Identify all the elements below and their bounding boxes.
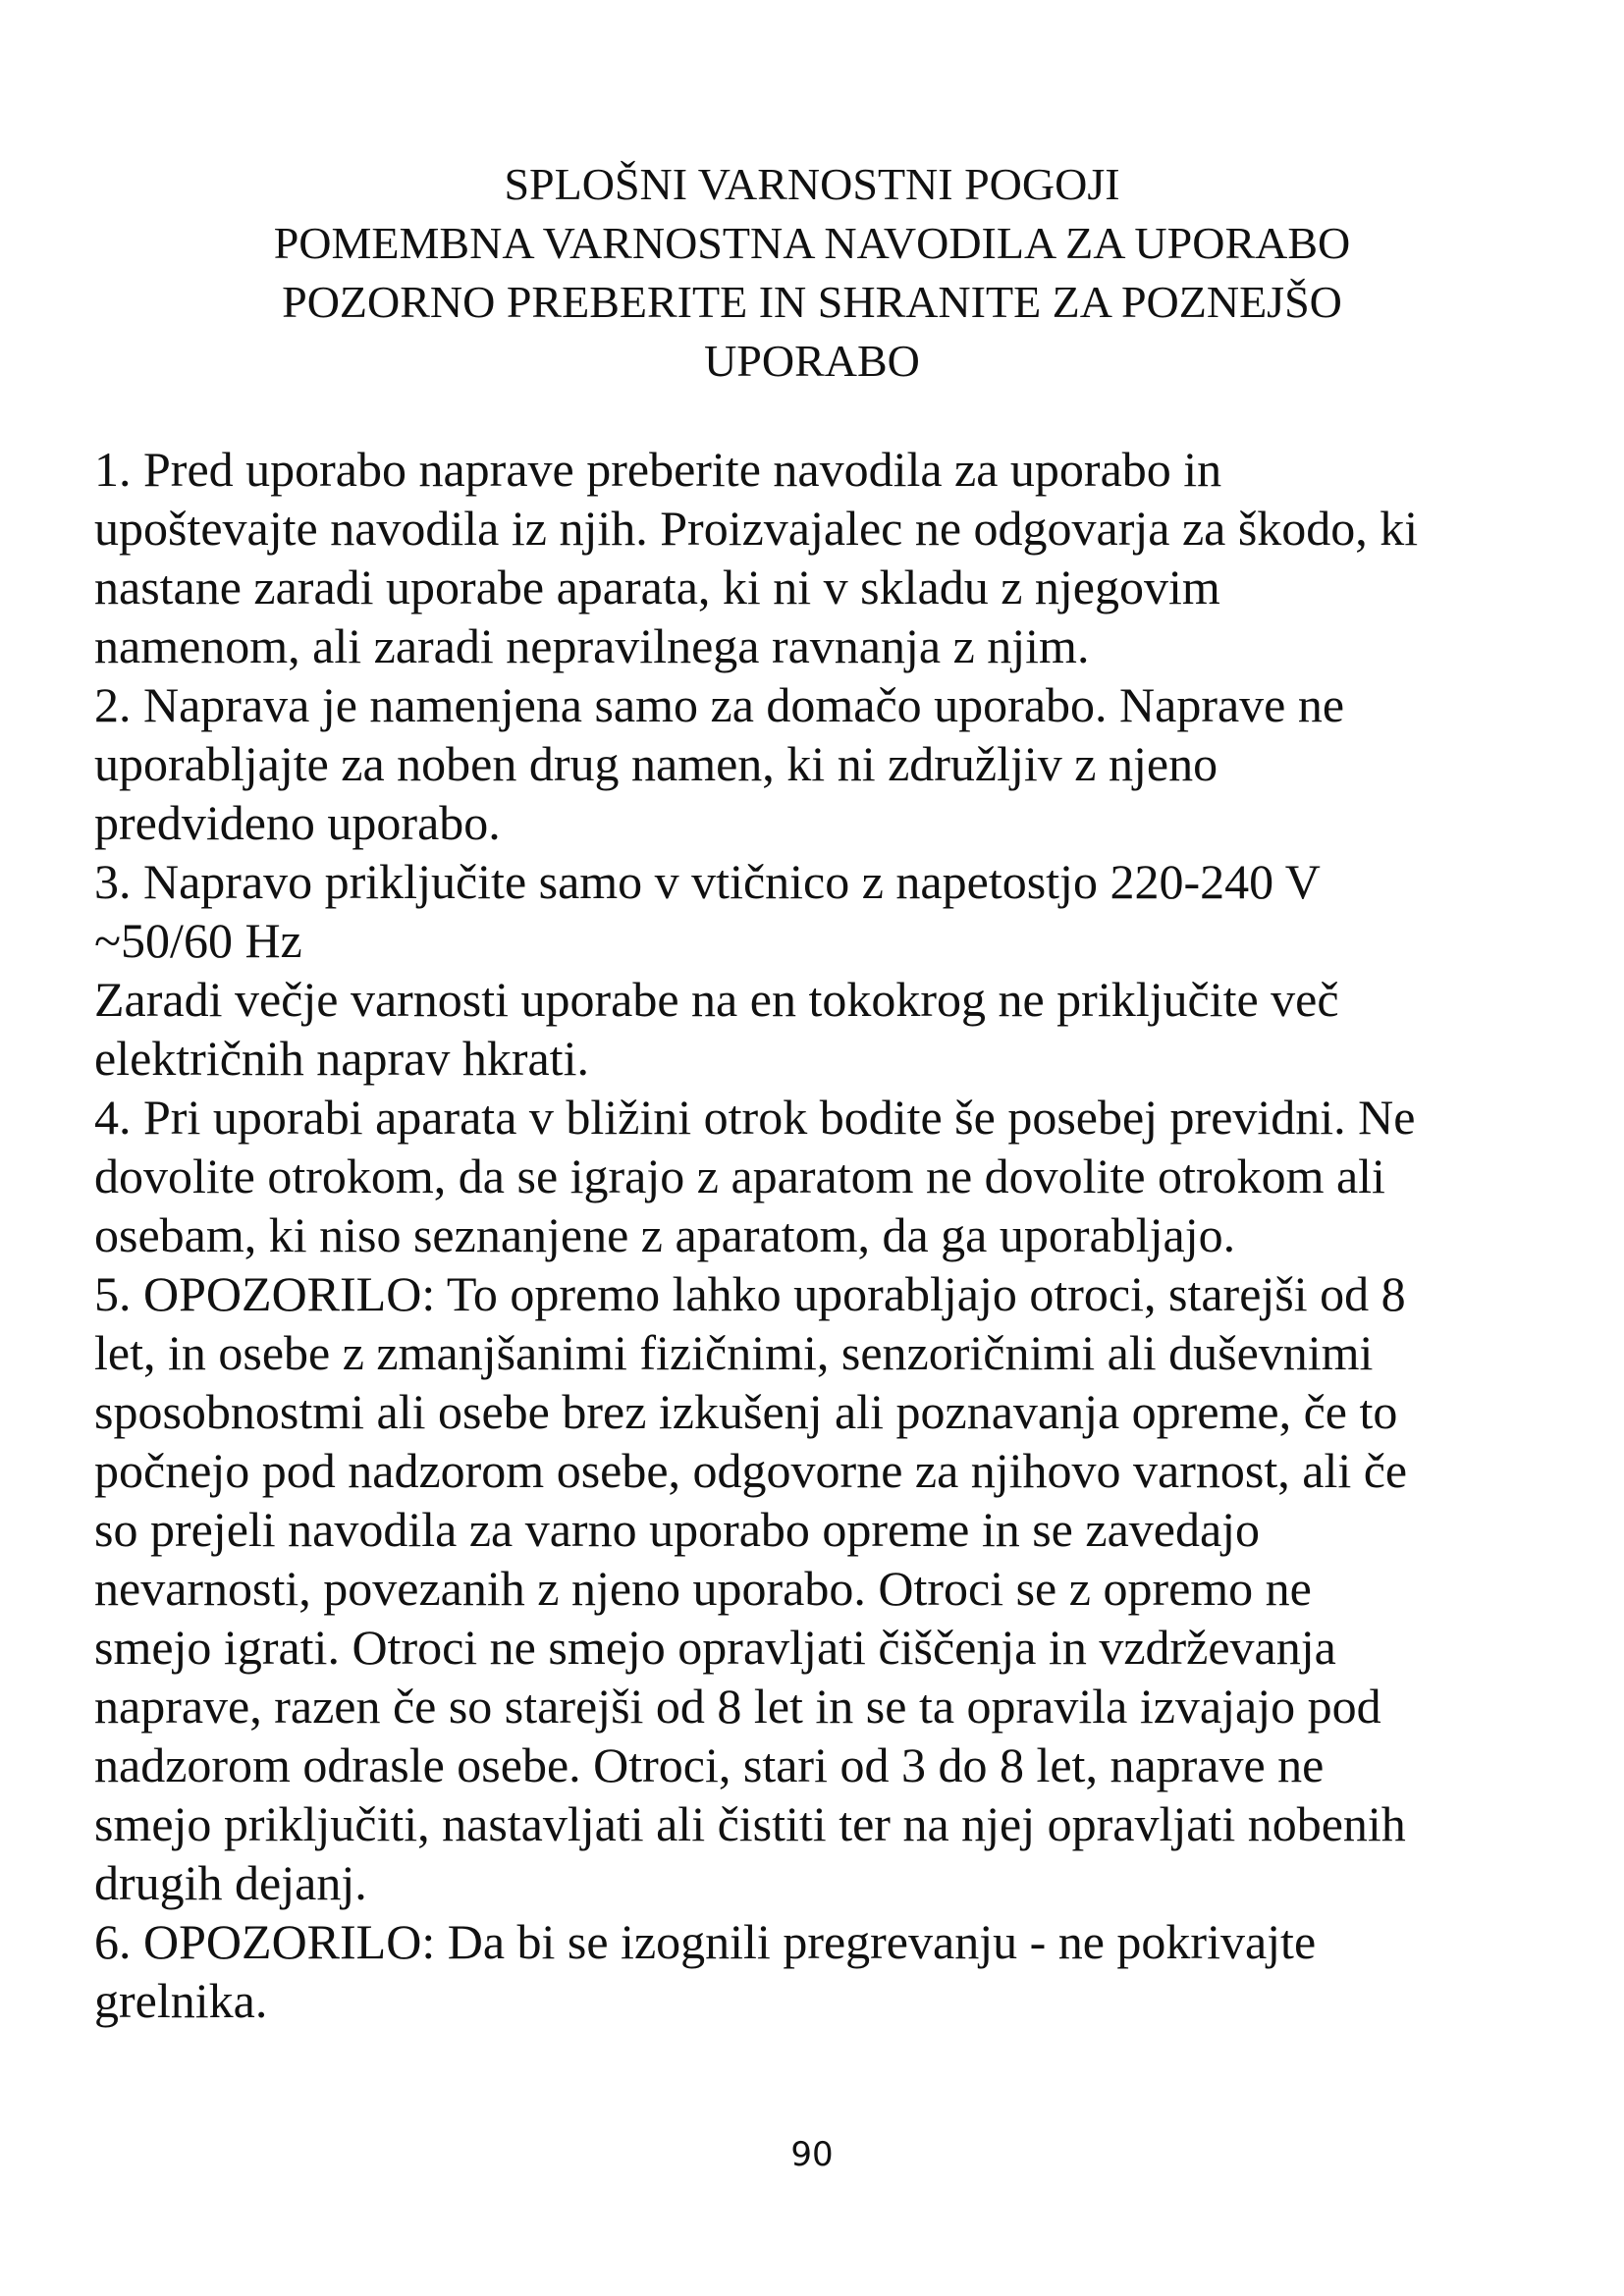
body-line: let, in osebe z zmanjšanimi fizičnimi, senzoričnimi ali duševnimi (94, 1325, 1374, 1380)
body-line: osebam, ki niso seznanjene z aparatom, da ga uporabljajo. (94, 1207, 1236, 1262)
body-line: sposobnostmi ali osebe brez izkušenj ali poznavanja opreme, če to (94, 1384, 1398, 1439)
body-line: 3. Napravo priključite samo v vtičnico z napetostjo 220-240 V (94, 854, 1321, 909)
body-line: 5. OPOZORILO: To opremo lahko uporabljajo otroci, starejši od 8 (94, 1266, 1406, 1321)
body-line: naprave, razen če so starejši od 8 let in se ta opravila izvajajo pod (94, 1679, 1381, 1734)
body-line: uporabljajte za noben drug namen, ki ni združljiv z njeno (94, 736, 1218, 791)
body-line: nadzorom odrasle osebe. Otroci, stari od 3 do 8 let, naprave ne (94, 1737, 1325, 1792)
body-line: 4. Pri uporabi aparata v bližini otrok bodite še posebej previdni. Ne (94, 1090, 1416, 1145)
body-line: nastane zaradi uporabe aparata, ki ni v skladu z njegovim (94, 560, 1220, 614)
body-line: ~50/60 Hz (94, 913, 302, 968)
body-line: so prejeli navodila za varno uporabo opreme in se zavedajo (94, 1502, 1261, 1557)
body-line: nevarnosti, povezanih z njeno uporabo. Otroci se z opremo ne (94, 1561, 1312, 1616)
body-line: smejo igrati. Otroci ne smejo opravljati čiščenja in vzdrževanja (94, 1620, 1336, 1675)
body-line: 2. Naprava je namenjena samo za domačo uporabo. Naprave ne (94, 677, 1345, 732)
body-line: grelnika. (94, 1973, 268, 2028)
body-line: Zaradi večje varnosti uporabe na en tokokrog ne priključite več (94, 972, 1339, 1027)
body-line: 1. Pred uporabo naprave preberite navodila za uporabo in (94, 442, 1222, 497)
heading-line: POZORNO PREBERITE IN SHRANITE ZA POZNEJŠO (282, 277, 1342, 327)
body-line: predvideno uporabo. (94, 795, 501, 850)
body-line: smejo priključiti, nastavljati ali čistiti ter na njej opravljati nobenih (94, 1796, 1406, 1851)
safety-instructions-body (94, 440, 1538, 2030)
body-line: drugih dejanj. (94, 1855, 367, 1910)
body-line: počnejo pod nadzorom osebe, odgovorne za njihovo varnost, ali če (94, 1443, 1408, 1498)
body-line: 6. OPOZORILO: Da bi se izognili pregrevanju - ne pokrivajte (94, 1914, 1317, 1969)
heading-line: POMEMBNA VARNOSTNA NAVODILA ZA UPORABO (273, 218, 1351, 268)
body-line: električnih naprav hkrati. (94, 1031, 589, 1086)
body-line: dovolite otrokom, da se igrajo z aparatom ne dovolite otrokom ali (94, 1148, 1385, 1203)
body-line: upoštevajte navodila iz njih. Proizvajalec ne odgovarja za škodo, ki (94, 501, 1419, 556)
page-number: 90 (790, 2135, 834, 2174)
heading-line: UPORABO (704, 336, 920, 386)
page-heading (0, 155, 1624, 391)
heading-line: SPLOŠNI VARNOSTNI POGOJI (504, 159, 1120, 209)
body-line: namenom, ali zaradi nepravilnega ravnanja z njim. (94, 618, 1090, 673)
